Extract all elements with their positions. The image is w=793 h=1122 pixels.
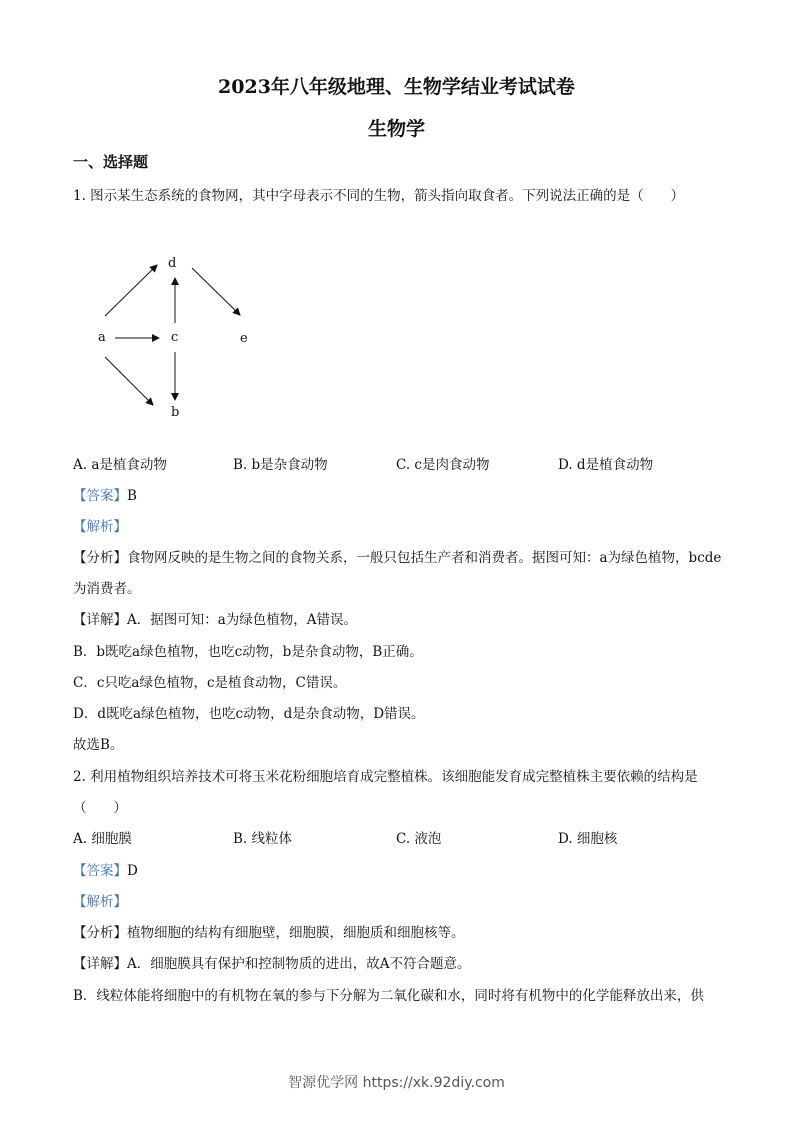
food-web-diagram bbox=[85, 245, 275, 430]
node-d: d bbox=[168, 256, 177, 271]
answer-value: D bbox=[127, 863, 138, 879]
detail-tag: 【详解】 bbox=[73, 956, 127, 972]
node-e: e bbox=[240, 331, 248, 346]
q1-answer bbox=[73, 484, 137, 504]
q2-option-b: B. 线粒体 bbox=[233, 831, 293, 847]
node-b: b bbox=[171, 405, 180, 420]
q2-option-a: A. 细胞膜 bbox=[73, 831, 132, 847]
q2-detail-line1 bbox=[73, 952, 471, 972]
page-title: 2023年八年级地理、生物学结业考试试卷 bbox=[218, 76, 575, 98]
q2-option-c: C. 液泡 bbox=[396, 831, 442, 847]
detail-tag: 【详解】 bbox=[73, 612, 127, 628]
answer-value: B bbox=[127, 488, 137, 504]
detail-text: A．细胞膜具有保护和控制物质的进出，故A不符合题意。 bbox=[127, 956, 471, 972]
q1-analysis-line2: 为消费者。 bbox=[73, 581, 141, 597]
q1-detail-line4: D．d既吃a绿色植物，也吃c动物，d是杂食动物，D错误。 bbox=[73, 706, 425, 722]
analysis-tag: 【分析】 bbox=[73, 550, 127, 566]
q2-option-d: D. 细胞核 bbox=[558, 831, 618, 847]
q2-analysis-line1 bbox=[73, 921, 465, 941]
q2-analysis-tag: 【解析】 bbox=[73, 894, 127, 910]
arrow-a-to-d bbox=[105, 265, 157, 316]
detail-text: A．据图可知：a为绿色植物，A错误。 bbox=[127, 612, 358, 628]
section-heading: 一、选择题 bbox=[73, 153, 149, 171]
q1-option-b: B. b是杂食动物 bbox=[233, 457, 328, 473]
q2-answer bbox=[73, 859, 138, 879]
q1-detail-line3: C．c只吃a绿色植物，c是植食动物，C错误。 bbox=[73, 675, 347, 691]
arrow-d-to-e bbox=[192, 268, 240, 315]
q1-option-a: A. a是植食动物 bbox=[73, 457, 167, 473]
analysis-text: 植物细胞的结构有细胞壁，细胞膜，细胞质和细胞核等。 bbox=[127, 925, 465, 941]
node-c: c bbox=[171, 330, 179, 345]
page-subtitle: 生物学 bbox=[367, 118, 425, 140]
q1-analysis-line1 bbox=[73, 546, 721, 566]
q1-detail-line2: B．b既吃a绿色植物，也吃c动物，b是杂食动物，B正确。 bbox=[73, 644, 423, 660]
question-2-stem-line1: 2. 利用植物组织培养技术可将玉米花粉细胞培育成完整植株。该细胞能发育成完整植株主要依赖的结构是 bbox=[73, 769, 698, 785]
analysis-tag: 【分析】 bbox=[73, 925, 127, 941]
q2-detail-line2: B．线粒体能将细胞中的有机物在氧的参与下分解为二氧化碳和水，同时将有机物中的化学能释放出来，供 bbox=[73, 988, 704, 1004]
q1-analysis-tag: 【解析】 bbox=[73, 519, 127, 535]
q1-conclusion: 故选B。 bbox=[73, 737, 124, 753]
question-1-stem: 1. 图示某生态系统的食物网，其中字母表示不同的生物，箭头指向取食者。下列说法正确的是（ ） bbox=[73, 188, 685, 204]
node-a: a bbox=[98, 330, 106, 345]
arrow-a-to-b bbox=[105, 357, 153, 405]
analysis-text: 食物网反映的是生物之间的食物关系，一般只包括生产者和消费者。据图可知：a为绿色植物，bcde bbox=[127, 550, 722, 566]
q1-detail-line1 bbox=[73, 608, 357, 628]
question-2-stem-line2: （ ） bbox=[73, 800, 127, 816]
q1-option-c: C. c是肉食动物 bbox=[396, 457, 490, 473]
q1-option-d: D. d是植食动物 bbox=[558, 457, 654, 473]
answer-tag: 【答案】 bbox=[73, 488, 127, 504]
footer-watermark: 智源优学网 https://xk.92diy.com bbox=[288, 1075, 505, 1091]
answer-tag: 【答案】 bbox=[73, 863, 127, 879]
